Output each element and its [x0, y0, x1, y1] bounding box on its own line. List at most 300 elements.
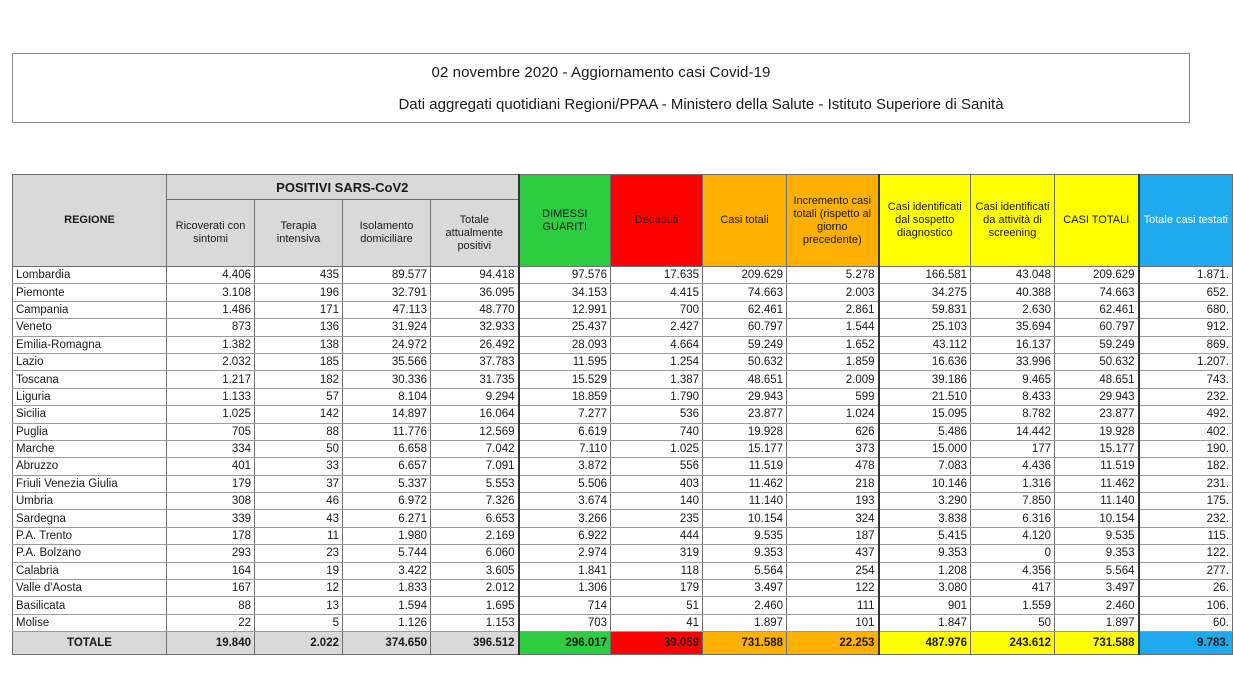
cell-dimessi: 2.974	[519, 545, 611, 562]
cell-terapia: 13	[255, 597, 343, 614]
cell-isolamento: 6.972	[343, 493, 431, 510]
cell-terapia: 57	[255, 388, 343, 405]
cell-dimessi: 25.437	[519, 319, 611, 336]
cell-casi-totali-caps: 48.651	[1055, 371, 1139, 388]
cell-screening: 177	[971, 440, 1055, 457]
cell-incremento: 2.003	[787, 284, 879, 301]
cell-dimessi: 34.153	[519, 284, 611, 301]
cell-testati: 492.	[1139, 406, 1233, 423]
table-row	[13, 423, 1233, 440]
cell-regione: P.A. Trento	[13, 527, 167, 544]
cell-dimessi: 7.277	[519, 406, 611, 423]
cell-testati: 175.	[1139, 493, 1233, 510]
cell-dimessi: 6.922	[519, 527, 611, 544]
cell-incremento: 101	[787, 614, 879, 631]
cell-ricoverati: 1.382	[167, 336, 255, 353]
cell-dimessi: 3.872	[519, 458, 611, 475]
cell-incremento: 1.544	[787, 319, 879, 336]
cell-deceduti: 700	[611, 301, 703, 318]
cell-casi-totali: 209.629	[703, 267, 787, 284]
cell-deceduti: 235	[611, 510, 703, 527]
cell-isolamento: 6.271	[343, 510, 431, 527]
cell-sospetto: 1.208	[879, 562, 971, 579]
cell-ricoverati: 167	[167, 580, 255, 597]
cell-dimessi: 703	[519, 614, 611, 631]
cell-dimessi: 15.529	[519, 371, 611, 388]
cell-totale-positivi: 16.064	[431, 406, 519, 423]
col-header-totale-positivi: Totale attualmente positivi	[431, 200, 519, 267]
cell-casi-totali-caps: 19.928	[1055, 423, 1139, 440]
cell-totale-positivi: 1.153	[431, 614, 519, 631]
cell-terapia: 185	[255, 353, 343, 370]
cell-ricoverati: 179	[167, 475, 255, 492]
cell-dimessi: 1.841	[519, 562, 611, 579]
cell-sospetto: 15.000	[879, 440, 971, 457]
cell-regione: P.A. Bolzano	[13, 545, 167, 562]
cell-terapia: 138	[255, 336, 343, 353]
cell-screening: 43.048	[971, 267, 1055, 284]
cell-testati: 231.	[1139, 475, 1233, 492]
cell-sospetto: 16.636	[879, 353, 971, 370]
table-row	[13, 510, 1233, 527]
cell-deceduti: 1.790	[611, 388, 703, 405]
cell-dimessi: 1.306	[519, 580, 611, 597]
cell-isolamento: 30.336	[343, 371, 431, 388]
cell-deceduti: 140	[611, 493, 703, 510]
cell-incremento: 187	[787, 527, 879, 544]
cell-testati: 912.	[1139, 319, 1233, 336]
table-row	[13, 597, 1233, 614]
cell-casi-totali: 10.154	[703, 510, 787, 527]
cell-ricoverati: 1.486	[167, 301, 255, 318]
cell-terapia: 435	[255, 267, 343, 284]
col-header-ricoverati: Ricoverati con sintomi	[167, 200, 255, 267]
cell-screening: 8.782	[971, 406, 1055, 423]
cell-deceduti: 536	[611, 406, 703, 423]
cell-sospetto: 25.103	[879, 319, 971, 336]
cell-isolamento: 5.744	[343, 545, 431, 562]
col-header-deceduti: Deceduti	[611, 175, 703, 267]
cell-totale-positivi: 32.933	[431, 319, 519, 336]
cell-isolamento: 11.776	[343, 423, 431, 440]
cell-ricoverati: 1.025	[167, 406, 255, 423]
cell-casi-totali: 11.140	[703, 493, 787, 510]
cell-casi-totali-caps: 50.632	[1055, 353, 1139, 370]
cell-screening: 4.120	[971, 527, 1055, 544]
cell-sospetto: 901	[879, 597, 971, 614]
cell-terapia: 171	[255, 301, 343, 318]
cell-sospetto: 9.353	[879, 545, 971, 562]
table-row	[13, 406, 1233, 423]
cell-isolamento: 47.113	[343, 301, 431, 318]
cell-casi-totali-caps: 1.897	[1055, 614, 1139, 631]
cell-regione: Veneto	[13, 319, 167, 336]
col-header-regione: REGIONE	[13, 175, 167, 267]
cell-testati: 680.	[1139, 301, 1233, 318]
cell-totale-positivi: 36.095	[431, 284, 519, 301]
cell-testati: 652.	[1139, 284, 1233, 301]
cell-casi-totali-caps: 62.461	[1055, 301, 1139, 318]
col-header-casi-totali-caps: CASI TOTALI	[1055, 175, 1139, 267]
table-row	[13, 284, 1233, 301]
cell-terapia: 23	[255, 545, 343, 562]
cell-deceduti: 319	[611, 545, 703, 562]
cell-sospetto: 1.847	[879, 614, 971, 631]
cell-regione: Lazio	[13, 353, 167, 370]
cell-sospetto: 3.838	[879, 510, 971, 527]
cell-testati: 277.	[1139, 562, 1233, 579]
cell-casi-totali: 48.651	[703, 371, 787, 388]
cell-totale-positivi: 3.605	[431, 562, 519, 579]
cell-casi-totali-caps: 59.249	[1055, 336, 1139, 353]
cell-incremento: 111	[787, 597, 879, 614]
cell-deceduti: 4.664	[611, 336, 703, 353]
cell-ricoverati: 88	[167, 597, 255, 614]
cell-incremento: 324	[787, 510, 879, 527]
table-row	[13, 580, 1233, 597]
cell-terapia: 46	[255, 493, 343, 510]
cell-totale-positivi: 7.326	[431, 493, 519, 510]
total-incremento: 22.253	[787, 632, 879, 655]
cell-regione: Molise	[13, 614, 167, 631]
cell-sospetto: 15.095	[879, 406, 971, 423]
cell-regione: Marche	[13, 440, 167, 457]
cell-casi-totali-caps: 3.497	[1055, 580, 1139, 597]
cell-screening: 33.996	[971, 353, 1055, 370]
cell-casi-totali: 60.797	[703, 319, 787, 336]
cell-dimessi: 97.576	[519, 267, 611, 284]
cell-ricoverati: 293	[167, 545, 255, 562]
cell-isolamento: 35.566	[343, 353, 431, 370]
cell-deceduti: 51	[611, 597, 703, 614]
cell-deceduti: 2.427	[611, 319, 703, 336]
table-row	[13, 353, 1233, 370]
cell-isolamento: 24.972	[343, 336, 431, 353]
cell-casi-totali: 11.462	[703, 475, 787, 492]
cell-regione: Sardegna	[13, 510, 167, 527]
cell-casi-totali: 11.519	[703, 458, 787, 475]
cell-screening: 4.436	[971, 458, 1055, 475]
cell-isolamento: 1.980	[343, 527, 431, 544]
cell-dimessi: 714	[519, 597, 611, 614]
cell-totale-positivi: 2.012	[431, 580, 519, 597]
cell-deceduti: 1.025	[611, 440, 703, 457]
table-body	[13, 267, 1233, 632]
cell-isolamento: 8.104	[343, 388, 431, 405]
cell-sospetto: 3.080	[879, 580, 971, 597]
cell-casi-totali: 2.460	[703, 597, 787, 614]
cell-ricoverati: 1.133	[167, 388, 255, 405]
cell-dimessi: 11.595	[519, 353, 611, 370]
cell-deceduti: 4.415	[611, 284, 703, 301]
cell-testati: 232.	[1139, 510, 1233, 527]
cell-screening: 1.559	[971, 597, 1055, 614]
cell-sospetto: 3.290	[879, 493, 971, 510]
table-row	[13, 440, 1233, 457]
cell-sospetto: 5.486	[879, 423, 971, 440]
cell-ricoverati: 3.108	[167, 284, 255, 301]
cell-totale-positivi: 48.770	[431, 301, 519, 318]
cell-incremento: 122	[787, 580, 879, 597]
cell-incremento: 478	[787, 458, 879, 475]
table-row	[13, 336, 1233, 353]
cell-totale-positivi: 6.653	[431, 510, 519, 527]
total-isolamento: 374.650	[343, 632, 431, 655]
cell-terapia: 142	[255, 406, 343, 423]
cell-casi-totali: 3.497	[703, 580, 787, 597]
total-positivi: 396.512	[431, 632, 519, 655]
cell-ricoverati: 178	[167, 527, 255, 544]
cell-regione: Calabria	[13, 562, 167, 579]
cell-sospetto: 34.275	[879, 284, 971, 301]
cell-terapia: 19	[255, 562, 343, 579]
cell-deceduti: 1.254	[611, 353, 703, 370]
cell-terapia: 136	[255, 319, 343, 336]
cell-regione: Lombardia	[13, 267, 167, 284]
cell-regione: Piemonte	[13, 284, 167, 301]
cell-regione: Abruzzo	[13, 458, 167, 475]
table-row	[13, 388, 1233, 405]
cell-testati: 60.	[1139, 614, 1233, 631]
cell-deceduti: 179	[611, 580, 703, 597]
cell-regione: Toscana	[13, 371, 167, 388]
covid-table-container	[12, 174, 1230, 652]
totals-label: TOTALE	[13, 632, 167, 655]
cell-totale-positivi: 9.294	[431, 388, 519, 405]
cell-dimessi: 12.991	[519, 301, 611, 318]
table-row	[13, 371, 1233, 388]
col-header-terapia: Terapia intensiva	[255, 200, 343, 267]
cell-totale-positivi: 94.418	[431, 267, 519, 284]
cell-regione: Valle d'Aosta	[13, 580, 167, 597]
cell-incremento: 599	[787, 388, 879, 405]
cell-casi-totali: 9.353	[703, 545, 787, 562]
cell-incremento: 373	[787, 440, 879, 457]
cell-isolamento: 32.791	[343, 284, 431, 301]
totals-row	[13, 632, 1233, 655]
cell-ricoverati: 401	[167, 458, 255, 475]
cell-casi-totali: 19.928	[703, 423, 787, 440]
cell-casi-totali-caps: 209.629	[1055, 267, 1139, 284]
table-row	[13, 527, 1233, 544]
cell-incremento: 2.861	[787, 301, 879, 318]
col-header-incremento: Incremento casi totali (rispetto al giorno precedente)	[787, 175, 879, 267]
cell-isolamento: 3.422	[343, 562, 431, 579]
cell-testati: 106.	[1139, 597, 1233, 614]
cell-casi-totali-caps: 5.564	[1055, 562, 1139, 579]
cell-testati: 232.	[1139, 388, 1233, 405]
cell-casi-totali-caps: 2.460	[1055, 597, 1139, 614]
cell-deceduti: 118	[611, 562, 703, 579]
table-row	[13, 475, 1233, 492]
col-header-screening: Casi identificati da attività di screening	[971, 175, 1055, 267]
cell-terapia: 11	[255, 527, 343, 544]
cell-testati: 1.871.	[1139, 267, 1233, 284]
cell-sospetto: 21.510	[879, 388, 971, 405]
cell-sospetto: 59.831	[879, 301, 971, 318]
cell-terapia: 12	[255, 580, 343, 597]
table-row	[13, 301, 1233, 318]
cell-casi-totali: 29.943	[703, 388, 787, 405]
cell-casi-totali: 59.249	[703, 336, 787, 353]
cell-deceduti: 403	[611, 475, 703, 492]
cell-incremento: 1.652	[787, 336, 879, 353]
cell-isolamento: 1.126	[343, 614, 431, 631]
cell-terapia: 196	[255, 284, 343, 301]
cell-terapia: 5	[255, 614, 343, 631]
cell-totale-positivi: 1.695	[431, 597, 519, 614]
col-header-casi-totali: Casi totali	[703, 175, 787, 267]
cell-casi-totali-caps: 60.797	[1055, 319, 1139, 336]
cell-screening: 50	[971, 614, 1055, 631]
cell-screening: 4.356	[971, 562, 1055, 579]
col-header-testati: Totale casi testati	[1139, 175, 1233, 267]
cell-terapia: 50	[255, 440, 343, 457]
cell-casi-totali-caps: 15.177	[1055, 440, 1139, 457]
total-casi-totali-caps: 731.588	[1055, 632, 1139, 655]
col-header-sospetto: Casi identificati dal sospetto diagnostico	[879, 175, 971, 267]
table-row	[13, 458, 1233, 475]
table-row	[13, 562, 1233, 579]
cell-isolamento: 89.577	[343, 267, 431, 284]
cell-screening: 35.694	[971, 319, 1055, 336]
table-row	[13, 493, 1233, 510]
cell-sospetto: 5.415	[879, 527, 971, 544]
cell-sospetto: 10.146	[879, 475, 971, 492]
cell-incremento: 1.859	[787, 353, 879, 370]
cell-incremento: 254	[787, 562, 879, 579]
report-title: 02 novembre 2020 - Aggiornamento casi Covid-19	[431, 64, 771, 81]
cell-dimessi: 6.619	[519, 423, 611, 440]
cell-casi-totali-caps: 10.154	[1055, 510, 1139, 527]
cell-totale-positivi: 37.783	[431, 353, 519, 370]
cell-testati: 26.	[1139, 580, 1233, 597]
covid-cases-table	[12, 174, 1233, 655]
cell-regione: Friuli Venezia Giulia	[13, 475, 167, 492]
table-row	[13, 545, 1233, 562]
cell-regione: Liguria	[13, 388, 167, 405]
cell-screening: 14.442	[971, 423, 1055, 440]
cell-regione: Emilia-Romagna	[13, 336, 167, 353]
cell-sospetto: 39.186	[879, 371, 971, 388]
cell-totale-positivi: 5.553	[431, 475, 519, 492]
cell-incremento: 193	[787, 493, 879, 510]
cell-ricoverati: 164	[167, 562, 255, 579]
cell-dimessi: 5.506	[519, 475, 611, 492]
cell-casi-totali: 50.632	[703, 353, 787, 370]
cell-testati: 122.	[1139, 545, 1233, 562]
total-deceduti: 39.059	[611, 632, 703, 655]
cell-casi-totali: 62.461	[703, 301, 787, 318]
cell-regione: Umbria	[13, 493, 167, 510]
cell-dimessi: 7.110	[519, 440, 611, 457]
cell-casi-totali-caps: 11.519	[1055, 458, 1139, 475]
cell-casi-totali: 1.897	[703, 614, 787, 631]
cell-totale-positivi: 7.091	[431, 458, 519, 475]
cell-screening: 16.137	[971, 336, 1055, 353]
cell-totale-positivi: 31.735	[431, 371, 519, 388]
cell-ricoverati: 22	[167, 614, 255, 631]
col-header-dimessi: DIMESSI GUARITI	[519, 175, 611, 267]
cell-dimessi: 3.674	[519, 493, 611, 510]
cell-ricoverati: 705	[167, 423, 255, 440]
cell-dimessi: 18.859	[519, 388, 611, 405]
cell-screening: 6.316	[971, 510, 1055, 527]
cell-dimessi: 3.266	[519, 510, 611, 527]
cell-casi-totali: 23.877	[703, 406, 787, 423]
cell-screening: 8.433	[971, 388, 1055, 405]
cell-incremento: 437	[787, 545, 879, 562]
cell-casi-totali-caps: 11.462	[1055, 475, 1139, 492]
cell-casi-totali-caps: 9.535	[1055, 527, 1139, 544]
cell-terapia: 88	[255, 423, 343, 440]
cell-ricoverati: 308	[167, 493, 255, 510]
cell-screening: 417	[971, 580, 1055, 597]
cell-ricoverati: 1.217	[167, 371, 255, 388]
cell-ricoverati: 4.406	[167, 267, 255, 284]
cell-testati: 115.	[1139, 527, 1233, 544]
cell-terapia: 33	[255, 458, 343, 475]
cell-sospetto: 166.581	[879, 267, 971, 284]
cell-isolamento: 6.657	[343, 458, 431, 475]
cell-deceduti: 41	[611, 614, 703, 631]
cell-deceduti: 444	[611, 527, 703, 544]
cell-ricoverati: 873	[167, 319, 255, 336]
cell-casi-totali-caps: 9.353	[1055, 545, 1139, 562]
cell-incremento: 626	[787, 423, 879, 440]
cell-incremento: 2.009	[787, 371, 879, 388]
cell-totale-positivi: 26.492	[431, 336, 519, 353]
cell-casi-totali: 5.564	[703, 562, 787, 579]
cell-casi-totali: 9.535	[703, 527, 787, 544]
cell-totale-positivi: 2.169	[431, 527, 519, 544]
table-row	[13, 319, 1233, 336]
total-terapia: 2.022	[255, 632, 343, 655]
cell-dimessi: 28.093	[519, 336, 611, 353]
group-header-positivi: POSITIVI SARS-CoV2	[167, 175, 519, 200]
cell-testati: 402.	[1139, 423, 1233, 440]
total-dimessi: 296.017	[519, 632, 611, 655]
cell-testati: 190.	[1139, 440, 1233, 457]
cell-screening: 0	[971, 545, 1055, 562]
table-row	[13, 267, 1233, 284]
total-screening: 243.612	[971, 632, 1055, 655]
total-ricoverati: 19.840	[167, 632, 255, 655]
cell-deceduti: 1.387	[611, 371, 703, 388]
cell-isolamento: 1.594	[343, 597, 431, 614]
cell-casi-totali-caps: 29.943	[1055, 388, 1139, 405]
cell-totale-positivi: 7.042	[431, 440, 519, 457]
cell-casi-totali: 15.177	[703, 440, 787, 457]
total-testati: 9.783.	[1139, 632, 1233, 655]
cell-ricoverati: 334	[167, 440, 255, 457]
cell-deceduti: 740	[611, 423, 703, 440]
cell-screening: 1.316	[971, 475, 1055, 492]
report-subtitle: Dati aggregati quotidiani Regioni/PPAA - Ministero della Salute - Istituto Superiore di Sanità	[398, 96, 1004, 113]
cell-screening: 9.465	[971, 371, 1055, 388]
cell-deceduti: 556	[611, 458, 703, 475]
total-sospetto: 487.976	[879, 632, 971, 655]
cell-isolamento: 6.658	[343, 440, 431, 457]
cell-terapia: 182	[255, 371, 343, 388]
cell-screening: 40.388	[971, 284, 1055, 301]
cell-sospetto: 43.112	[879, 336, 971, 353]
cell-sospetto: 7.083	[879, 458, 971, 475]
cell-incremento: 218	[787, 475, 879, 492]
cell-regione: Basilicata	[13, 597, 167, 614]
report-header	[12, 53, 1190, 123]
total-casi-totali: 731.588	[703, 632, 787, 655]
